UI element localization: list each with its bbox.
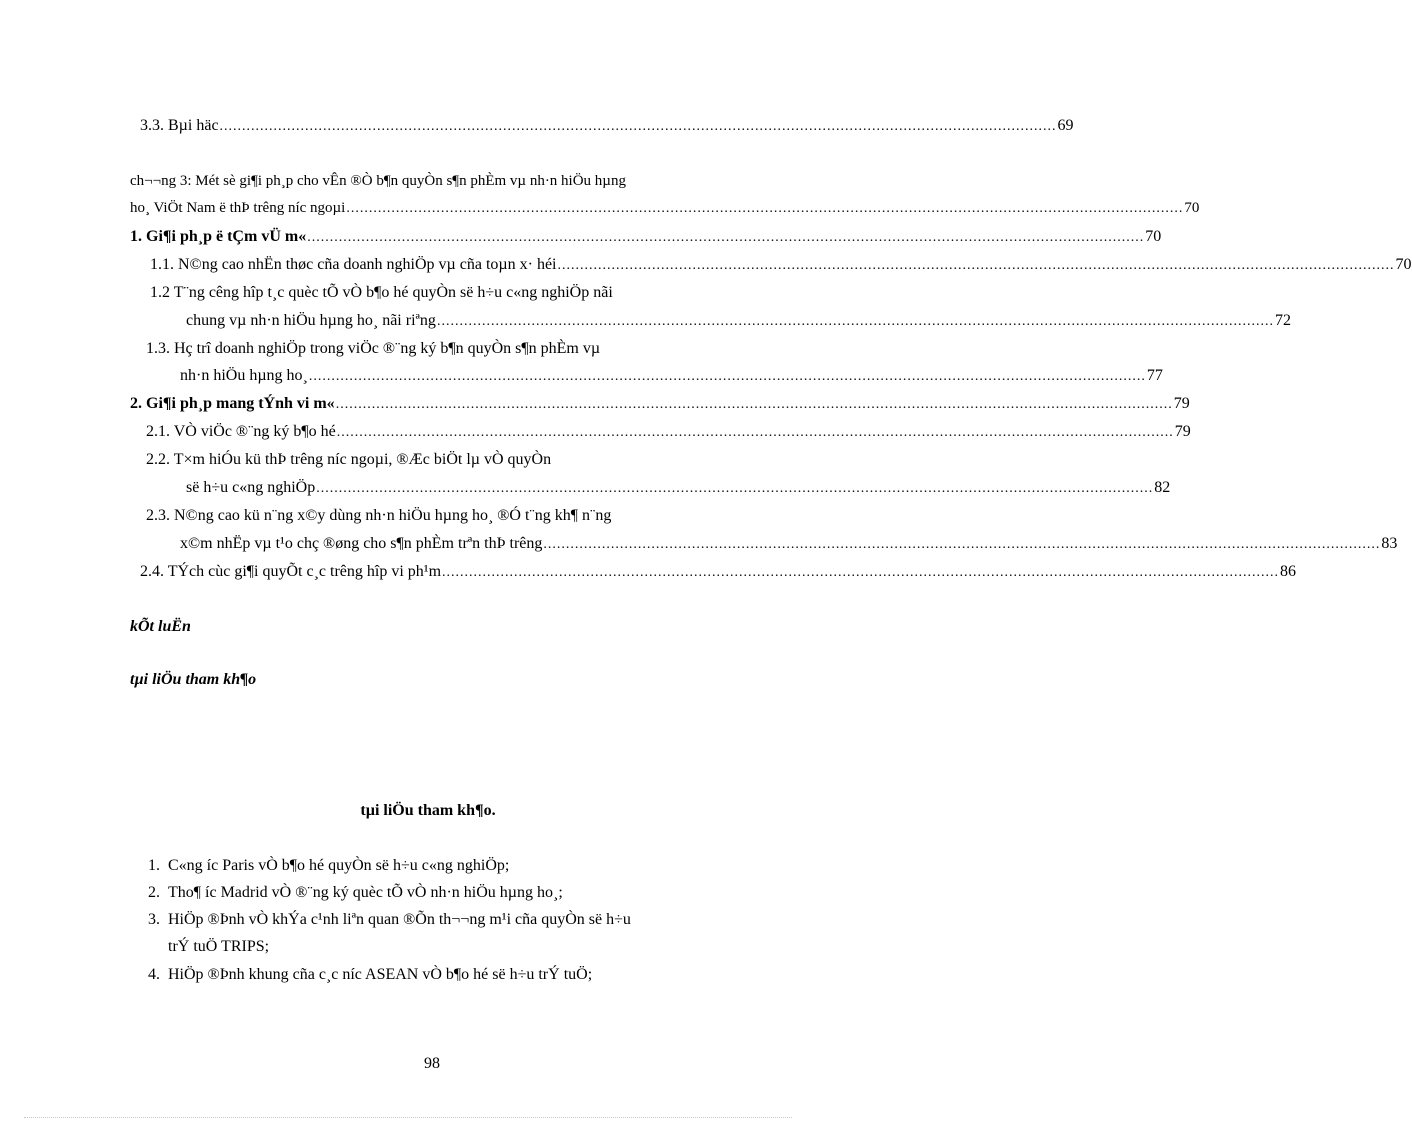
list-item: 2. Tho¶ íc Madrid vÒ ®¨ng ký quèc tÕ vÒ nh·n hiÖu hµng ho¸; [148, 884, 563, 901]
toc-page: 70 [1145, 228, 1162, 245]
toc-label: 1. Gi¶i ph¸p ë tÇm vÜ m« [130, 228, 307, 245]
toc-entry: x©m nhËp vµ t¹o chç ®øng cho s¶n phÈm trªn thÞ trêng .......................................................................................................................................................................................... 83 [180, 535, 1398, 552]
conclusion-heading: kÕt luËn [130, 618, 191, 635]
toc-page: 86 [1280, 563, 1297, 580]
toc-label: së h÷u c«ng nghiÖp [186, 479, 316, 496]
toc-label: chung vµ nh·n hiÖu hµng ho¸ nãi riªng [186, 312, 436, 329]
list-item: 4. HiÖp ®Þnh khung cña c¸c níc ASEAN vÒ b¶o hé së h÷u trÝ tuÖ; [148, 966, 593, 983]
toc-entry [150, 283, 613, 303]
toc-entry: së h÷u c«ng nghiÖp .......................................................................................................................................................................................... 82 [186, 479, 1171, 496]
toc-page: 77 [1146, 367, 1163, 384]
toc-page: 72 [1274, 312, 1291, 329]
toc-page: 82 [1154, 479, 1171, 496]
toc-label: 3.3. Bµi häc [140, 117, 219, 134]
toc-label: 2.4. TÝch cùc gi¶i quyÕt c¸c trêng hîp vi ph¹m [140, 563, 442, 580]
toc-page: 79 [1174, 423, 1191, 440]
list-item: trÝ tuÖ TRIPS; [168, 938, 270, 955]
toc-entry [146, 506, 611, 526]
toc-entry: 1. Gi¶i ph¸p ë tÇm vÜ m« .......................................................................................................................................................................................... 70 [130, 228, 1162, 245]
references-short-heading: tµi liÖu tham kh¶o [130, 671, 257, 688]
toc-label: 2.3. N©ng cao kü n¨ng x©y dùng nh·n hiÖu hµng ho¸ ®Ó t¨ng kh¶ n¨ng [146, 507, 612, 524]
toc-entry: 2.1. VÒ viÖc ®¨ng ký b¶o hé .......................................................................................................................................................................................... 79 [146, 423, 1191, 440]
toc-entry: ho¸ ViÖt Nam ë thÞ trêng níc ngoµi .......................................................................................................................................................................................... 70 [130, 200, 1200, 216]
toc-label: nh·n hiÖu hµng ho¸ [180, 367, 308, 384]
toc-label: 2.2. T×m hiÓu kü thÞ trêng níc ngoµi, ®Æc biÖt lµ vÒ quyÒn [146, 451, 552, 468]
toc-label: 1.2 T¨ng cêng hîp t¸c quèc tÕ vÒ b¶o hé quyÒn së h÷u c«ng nghiÖp nãi [150, 284, 613, 301]
toc-page: 79 [1173, 395, 1190, 412]
toc-entry: chung vµ nh·n hiÖu hµng ho¸ nãi riªng .......................................................................................................................................................................................... 72 [186, 312, 1291, 329]
toc-entry: 2.4. TÝch cùc gi¶i quyÕt c¸c trêng hîp vi ph¹m .......................................................................................................................................................................................... 86 [140, 563, 1297, 580]
toc-entry: nh·n hiÖu hµng ho¸ .......................................................................................................................................................................................... 77 [180, 367, 1163, 384]
list-item: 3. HiÖp ®Þnh vÒ khÝa c¹nh liªn quan ®Õn th¬¬ng m¹i cña quyÒn së h÷u [148, 911, 631, 928]
toc-label: ho¸ ViÖt Nam ë thÞ trêng níc ngoµi [130, 200, 346, 216]
toc-label: ch¬¬ng 3: Mét sè gi¶i ph¸p cho vÊn ®Ò b¶n quyÒn s¶n phÈm vµ nh·n hiÖu hµng [130, 173, 626, 189]
toc-entry: 1.1. N©ng cao nhËn thøc cña doanh nghiÖp vµ cña toµn x· héi .......................................................................................................................................................................................... 70 [150, 256, 1412, 273]
toc-entry [146, 339, 600, 359]
toc-page: 70 [1395, 256, 1412, 273]
toc-page: 69 [1057, 117, 1074, 134]
list-item: 1. C«ng íc Paris vÒ b¶o hé quyÒn së h÷u c«ng nghiÖp; [148, 857, 510, 874]
references-title: tµi liÖu tham kh¶o. [360, 802, 496, 819]
toc-label: 1.1. N©ng cao nhËn thøc cña doanh nghiÖp vµ cña toµn x· héi [150, 256, 557, 273]
toc-page: 83 [1381, 535, 1398, 552]
toc-entry: 2. Gi¶i ph¸p mang tÝnh vi m« .......................................................................................................................................................................................... 79 [130, 395, 1190, 412]
toc-label: 2. Gi¶i ph¸p mang tÝnh vi m« [130, 395, 335, 412]
page-bottom-rule [24, 1117, 792, 1118]
toc-label: 2.1. VÒ viÖc ®¨ng ký b¶o hé [146, 423, 336, 440]
page-number: 98 [424, 1055, 440, 1072]
toc-label: x©m nhËp vµ t¹o chç ®øng cho s¶n phÈm trªn thÞ trêng [180, 535, 543, 552]
toc-label: 1.3. Hç trî doanh nghiÖp trong viÖc ®¨ng ký b¶n quyÒn s¶n phÈm vµ [146, 340, 601, 357]
toc-page: 70 [1184, 200, 1200, 216]
toc-entry [130, 171, 626, 191]
toc-entry [146, 450, 551, 470]
toc-entry: 3.3. Bµi häc .......................................................................................................................................................................................... 69 [140, 117, 1074, 134]
